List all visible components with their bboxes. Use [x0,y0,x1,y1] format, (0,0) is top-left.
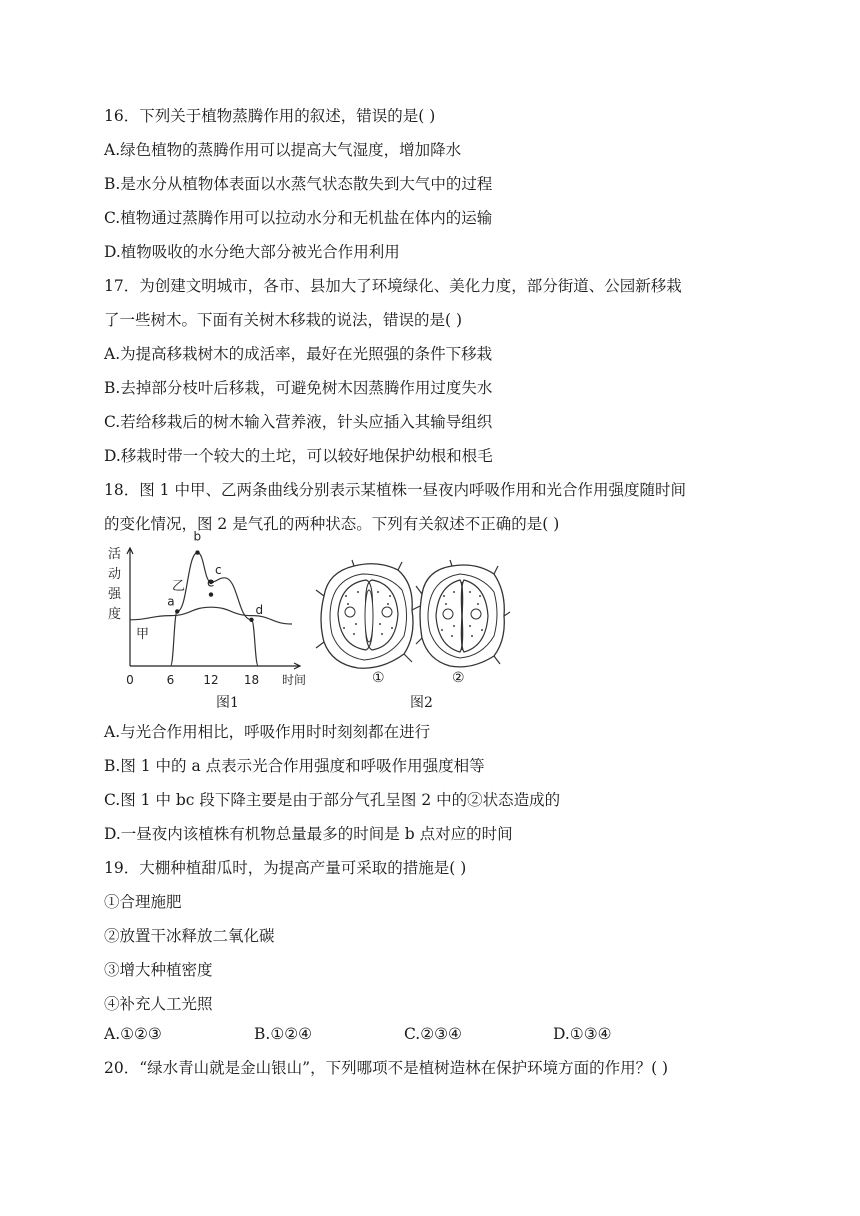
q16-option-d[interactable]: D.植物吸收的水分绝大部分被光合作用利用 [104,243,400,261]
q18-option-c[interactable]: C.图 1 中 bc 段下降主要是由于部分气孔呈图 2 中的②状态造成的 [104,791,561,809]
q17-stem-line2: 了一些树木。下面有关树木移栽的说法，错误的是( ) [104,311,463,329]
figure2-stomata [320,560,510,670]
q18-option-b[interactable]: B.图 1 中的 a 点表示光合作用强度和呼吸作用强度相等 [104,757,485,775]
q17-stem-line1: 17．为创建文明城市，各市、县加大了环境绿化、美化力度，部分街道、公园新移栽 [104,277,682,295]
figure1-axes [127,548,300,669]
figure1-point-label-c: c [215,563,222,577]
q17-option-c[interactable]: C.若给移栽后的树木输入营养液，针头应插入其输导组织 [104,413,493,431]
figure1-point-a [175,609,179,613]
figure1-ticks [126,672,306,687]
figure1-point-b [195,550,199,554]
q19-option-d[interactable]: D.①③④ [553,1025,612,1043]
figure1-chart [104,529,314,712]
q18-stem-line2: 的变化情况，图 2 是气孔的两种状态。下列有关叙述不正确的是( ) [104,515,560,533]
figure1-series-line-jia [130,607,292,624]
q19-item-4: ④补充人工光照 [104,995,213,1013]
figure1-x-tick-label: 18 [243,673,260,687]
figure1-series-label-jia: 甲 [136,627,150,642]
stoma-open-drawing [316,560,420,668]
figure1-ylabel-char: 度 [108,607,122,622]
figure2-label-open: ① [372,670,385,686]
figure1-point-label-e: e [207,575,215,590]
figure1-point-d [249,618,253,622]
q16-option-a[interactable]: A.绿色植物的蒸腾作用可以提高大气湿度，增加降水 [104,141,462,159]
q19-option-a[interactable]: A.①②③ [104,1025,162,1043]
figure1-point-label-b: b [193,529,202,544]
q18-option-d[interactable]: D.一昼夜内该植株有机物总量最多的时间是 b 点对应的时间 [104,825,513,843]
q19-option-c[interactable]: C.②③④ [404,1025,462,1043]
q19-item-3: ③增大种植密度 [104,961,213,979]
figure1-x-tick-label: 6 [166,673,175,687]
figure2-caption: 图2 [410,695,433,711]
q19-stem: 19．大棚种植甜瓜时，为提高产量可采取的措施是( ) [104,859,467,877]
q19-item-2: ②放置干冰释放二氧化碳 [104,927,275,945]
figure1-x-tick-label: 0 [126,673,134,687]
q17-option-b[interactable]: B.去掉部分枝叶后移栽，可避免树木因蒸腾作用过度失水 [104,379,493,397]
figure1-series-label-yi: 乙 [172,579,186,594]
figure1-ylabel-char: 动 [108,567,122,582]
stoma-closed-drawing [416,560,510,667]
figure1-xlabel: 时间 [282,673,307,687]
figure1-ylabel-char: 活 [108,547,122,562]
figure1-ylabel-char: 强 [108,587,122,602]
q16-option-c[interactable]: C.植物通过蒸腾作用可以拉动水分和无机盐在体内的运输 [104,209,493,227]
figure1-series [130,553,292,666]
q18-option-a[interactable]: A.与光合作用相比，呼吸作用时时刻刻都在进行 [104,723,431,741]
q16-option-b[interactable]: B.是水分从植物体表面以水蒸气状态散失到大气中的过程 [104,175,493,193]
figure1-point-e [209,592,213,596]
figure1-point-label-d: d [255,602,264,617]
q16-stem: 16．下列关于植物蒸腾作用的叙述，错误的是( ) [104,107,436,125]
figure1-x-tick-label: 12 [203,673,219,687]
q18-stem-line1: 18．图 1 中甲、乙两条曲线分别表示某植株一昼夜内呼吸作用和光合作用强度随时间 [104,481,686,499]
figure1-caption: 图1 [216,695,239,711]
figure1-point-label-a: a [167,594,175,609]
q17-option-a[interactable]: A.为提高移栽树木的成活率，最好在光照强的条件下移栽 [104,345,493,363]
q20-stem: 20．“绿水青山就是金山银山”，下列哪项不是植树造林在保护环境方面的作用？( ) [104,1059,669,1077]
figure1-ylabel [108,547,122,622]
q19-option-b[interactable]: B.①②④ [254,1025,313,1043]
q17-option-d[interactable]: D.移栽时带一个较大的土坨，可以较好地保护幼根和根毛 [104,447,493,465]
figure2-label-closed: ② [452,670,465,686]
q19-item-1: ①合理施肥 [104,893,182,911]
